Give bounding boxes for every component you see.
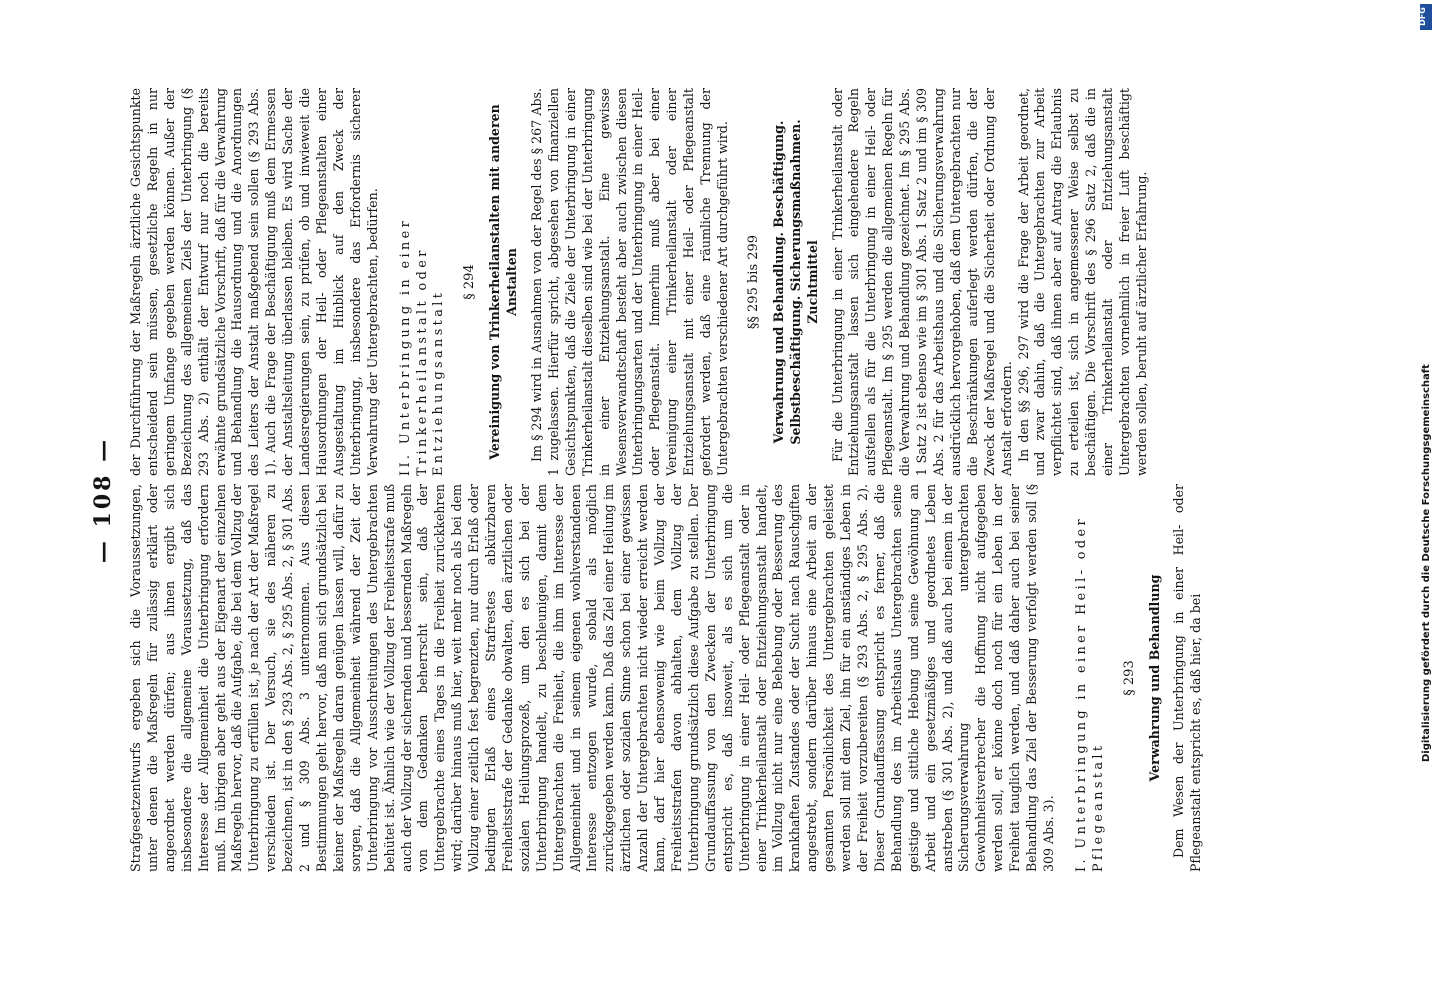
paragraph: Dem Wesen der Unterbringung in einer Heil- oder Pflegeanstalt entspricht es, daß hier, da bei <box>1171 484 1204 872</box>
digitization-credit <box>1418 2 1432 762</box>
paragraph-number: §§ 295 bis 299 <box>745 234 761 330</box>
page-header: — 108 — <box>90 436 116 564</box>
right-column <box>128 88 1151 476</box>
left-column <box>128 484 1205 872</box>
paragraph-number: § 293 <box>1121 660 1137 696</box>
paragraph: In den §§ 296, 297 wird die Frage der Arbeit geordnet, und zwar dahin, daß die Untergebrachten zur Arbeit verpflichtet sind, daß ihnen aber auf Antrag die Erlaubnis zu erteilen ist, sich in angemessener Weise selbst zu beschäftigen. Die Vorschrift des § 296 Satz 2, daß die in einer Trinkerheilanstalt oder Entziehungsanstalt Untergebrachten vornehmlich in freier Luft beschäftigt werden sollen, beruht auf ärztlicher Erfahrung. <box>1015 88 1149 476</box>
section-heading: I. Unterbringung in einer Heil- oder Pflegeanstalt <box>1073 516 1106 872</box>
dfg-logo-text: DFG <box>1417 7 1427 26</box>
paragraph: Für die Unterbringung in einer Trinkerheilanstalt oder Entziehungsanstalt lassen sich eingehendere Regeln aufstellen als für die Unterbringung in einer Heil- oder Pflegeanstalt. Im § 295 werden die allgemeinen Regeln für die Verwahrung und Behandlung gezeichnet. Im § 295 Abs. 1 Satz 2 ist ebenso wie im § 301 Abs. 1 Satz 2 und im § 309 Abs. 2 für das Arbeitshaus und die Sicherungsverwahrung ausdrücklich hervorgehoben, daß dem Untergebrachten nur die Beschränkungen auferlegt werden dürfen, die der Zweck der Maßregel und die Sicherheit oder Ordnung der Anstalt erfordern. <box>829 88 1014 476</box>
paragraph-title: Vereinigung von Trinkerheilanstalten mit anderen Anstalten <box>487 104 520 460</box>
paragraph: Im § 294 wird in Ausnahmen von der Regel des § 267 Abs. 1 zugelassen. Hierfür spricht, abgesehen von finanziellen Gesichtspunkten, daß die Ziele der Unterbringung in einer Trinkerheilanstalt dieselben sind wie bei der Unterbringung in einer Entziehungsanstalt. Eine gewisse Wesensverwandtschaft besteht aber auch zwischen diesen Unterbringungsarten und der Unterbringung in einer Heil- oder Pflegeanstalt. Immerhin muß aber bei einer Vereinigung einer Trinkerheilanstalt oder einer Entziehungsanstalt mit einer Heil- oder Pflegeanstalt gefordert werden, daß eine räumliche Trennung der Untergebrachten verschiedener Art durchgeführt wird. <box>529 88 730 476</box>
paragraph-title: Verwahrung und Behandlung. Beschäftigung. Selbstbeschäftigung. Sicherungsmaßnahmen. Zuchtmittel <box>770 119 820 445</box>
paragraph-number: § 294 <box>462 264 478 300</box>
paragraph-title: Verwahrung und Behandlung <box>1146 574 1162 782</box>
credit-text: Digitalisierung gefördert durch die Deutsche Forschungsgemeinschaft <box>1421 364 1432 762</box>
dfg-logo[interactable] <box>1417 4 1432 30</box>
section-heading: II. Unterbringung in einer Trinkerheilanstalt oder Entziehungsanstalt <box>397 217 447 476</box>
paragraph: der Durchführung der Maßregeln ärztliche Gesichtspunkte entscheidend sein müssen, gesetzliche Regeln in nur geringem Umfange gegeben werden können. Außer der Bezeichnung des allgemeinen Ziels der Unterbringung (§ 293 Abs. 2) enthält der Entwurf nur noch die bereits erwähnte grundsätzliche Vorschrift, daß für die Verwahrung und Behandlung die Hausordnung und die Anordnungen des Leiters der Anstalt maßgebend sein sollen (§ 293 Abs. 1). Auch die Frage der Beschäftigung muß dem Ermessen der Anstaltsleitung überlassen bleiben. Es wird Sache der Landesregierungen sein, zu prüfen, ob und inwieweit die Hausordnungen der Heil- oder Pflegeanstalten einer Ausgestaltung im Hinblick auf den Zweck der Unterbringung, insbesondere das Erfordernis sicherer Verwahrung der Untergebrachten, bedürfen. <box>128 88 380 476</box>
paragraph: Strafgesetzentwurfs ergeben sich die Voraussetzungen, unter denen die Maßregeln für zulässig erklärt oder angeordnet werden dürfen; aus ihnen ergibt sich insbesondere die allgemeine Voraussetzung, daß das Interesse der Allgemeinheit die Unterbringung erfordern muß. Im übrigen aber geht aus der Eigenart der einzelnen Maßregeln hervor, daß die Aufgabe, die bei dem Vollzug der Unterbringung zu erfüllen ist, je nach der Art der Maßregel verschieden ist. Der Versuch, sie des näheren zu bezeichnen, ist in den § 293 Abs. 2, § 295 Abs. 2, § 301 Abs. 2 und § 309 Abs. 3 unternommen. Aus diesen Bestimmungen geht hervor, daß man sich grundsätzlich bei keiner der Maßregeln daran genügen lassen will, dafür zu sorgen, daß die Allgemeinheit während der Zeit der Unterbringung vor Ausschreitungen des Untergebrachten behütet ist. Ähnlich wie der Vollzug der Freiheitsstrafe muß auch der Vollzug der sichernden und bessernden Maßregeln von dem Gedanken beherrscht sein, daß der Untergebrachte eines Tages in die Freiheit zurückkehren wird; darüber hinaus muß hier, weit mehr noch als bei dem Vollzug einer zeitlich fest begrenzten, nur durch Erlaß oder bedingten Erlaß eines Strafrestes abkürzbaren Freiheitsstrafe der Gedanke obwalten, den ärztlichen oder sozialen Heilungsprozeß, um den es sich bei der Unterbringung handelt, zu beschleunigen, damit dem Untergebrachten die Freiheit, die ihm im Interesse der Allgemeinheit und in seinem eigenen wohlverstandenen Interesse entzogen wurde, sobald als möglich zurückgegeben werden kann. Daß das Ziel einer Heilung im ärztlichen oder sozialen Sinne schon bei einer gewissen Anzahl der Untergebrachten nicht wieder erreicht werden kann, darf hier ebensowenig wie beim Vollzug der Freiheitsstrafen davon abhalten, dem Vollzug der Unterbringung grundsätzlich diese Aufgabe zu stellen. Der Grundauffassung von den Zwecken der Unterbringung entspricht es, daß insoweit, als es sich um die Unterbringung in einer Heil- oder Pflegeanstalt oder in einer Trinkerheilanstalt oder Entziehungsanstalt handelt, im Vollzug nicht nur eine Behebung oder Besserung des krankhaften Zustandes oder der Sucht nach Rauschgiften angestrebt, sondern darüber hinaus eine Arbeit an der gesamten Persönlichkeit des Untergebrachten geleistet werden soll mit dem Ziel, ihn für ein anständiges Leben in der Freiheit vorzubereiten (§ 293 Abs. 2, § 295 Abs. 2). Dieser Grundauffassung entspricht es ferner, daß die Behandlung des im Arbeitshaus Untergebrachten seine geistige und sittliche Hebung und seine Gewöhnung an Arbeit und ein gesetzmäßiges und geordnetes Leben anstreben (§ 301 Abs. 2), und daß auch bei einem in der Sicherungsverwahrung untergebrachten Gewohnheitsverbrecher die Hoffnung nicht aufgegeben werden soll, er könne doch noch für ein Leben in der Freiheit tauglich werden, und daß daher auch bei seiner Behandlung das Ziel der Besserung verfolgt werden soll (§ 309 Abs. 3). <box>128 484 1056 872</box>
